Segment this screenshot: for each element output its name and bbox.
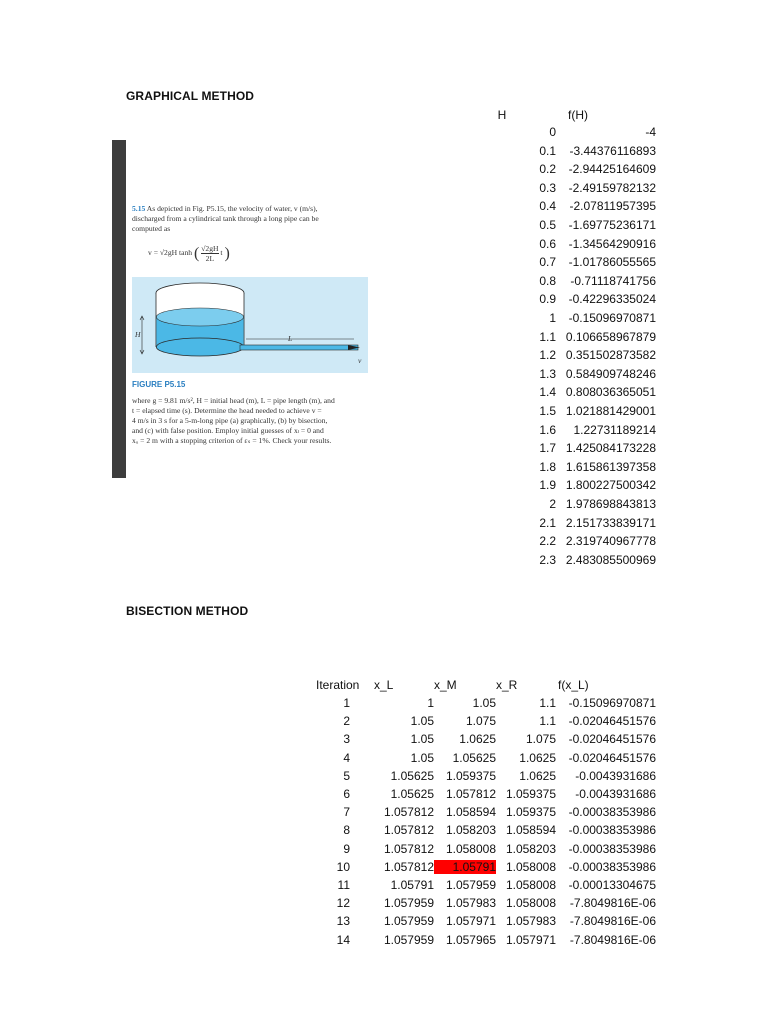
h-value: 1.8 <box>539 459 556 474</box>
bisection-method-heading: BISECTION METHOD <box>126 604 249 618</box>
fxl-value: -0.00013304675 <box>568 878 656 892</box>
xm-value: 1.05 <box>472 696 496 710</box>
iteration-value: 4 <box>343 750 350 765</box>
fh-value: 0.351502873582 <box>565 348 656 363</box>
label-length: L <box>288 334 293 343</box>
xm-value: 1.057971 <box>445 914 496 929</box>
fh-value: 1.800227500342 <box>565 478 656 493</box>
h-value: 0.9 <box>539 292 556 307</box>
fxl-value: -7.8049816E-06 <box>569 932 656 947</box>
col-header-iteration: Iteration <box>316 678 360 692</box>
xr-value: 1.059375 <box>505 805 556 820</box>
h-value: 1.5 <box>539 404 556 418</box>
fh-value: -2.94425164609 <box>568 162 656 177</box>
h-value: 0 <box>549 125 556 139</box>
h-value: 1.6 <box>539 422 556 437</box>
h-value: 2.3 <box>539 552 556 567</box>
xl-value: 1.05625 <box>390 787 434 801</box>
fh-value: -0.42296335024 <box>568 292 656 307</box>
xr-value: 1.075 <box>525 732 556 747</box>
col-header-xl: x_L <box>374 678 394 692</box>
xl-value: 1.05 <box>410 732 434 747</box>
xr-value: 1.1 <box>539 696 556 710</box>
h-value: 1 <box>549 311 556 325</box>
xm-value: 1.075 <box>465 714 496 729</box>
fh-value: -0.15096970871 <box>568 311 656 325</box>
xl-value: 1.05791 <box>390 878 434 892</box>
fxl-value: -0.00038353986 <box>568 859 656 874</box>
body-line-5: xᵤ = 2 m with a stopping criterion of εₛ = 1%. Check your results. <box>132 436 332 445</box>
fxl-value: -0.15096970871 <box>568 696 656 710</box>
figure-margin-bar <box>112 140 126 478</box>
h-value: 2.1 <box>539 515 556 530</box>
fxl-value: -0.00038353986 <box>568 805 656 820</box>
fh-value: -1.01786055565 <box>568 255 656 270</box>
problem-intro <box>132 204 368 234</box>
equation-numerator: √2gH <box>201 244 219 253</box>
fxl-value: -0.00038353986 <box>568 841 656 856</box>
problem-number: 5.15 <box>132 204 146 213</box>
xl-value: 1.057959 <box>383 932 434 947</box>
xm-value: 1.057965 <box>445 932 496 947</box>
fh-value: 2.319740967778 <box>565 534 656 549</box>
fh-value: -3.44376116893 <box>569 143 656 158</box>
col-header-fh: f(H) <box>568 108 588 122</box>
iteration-value: 1 <box>343 696 350 710</box>
iteration-value: 9 <box>343 841 350 856</box>
label-head: H <box>135 330 141 339</box>
equation-t: t <box>220 248 223 257</box>
body-line-4: and (c) with false position. Employ initial guesses of xₗ = 0 and <box>132 426 324 435</box>
body-line-3: 4 m/s in 3 s for a 5-m-long pipe (a) graphically, (b) by bisection, <box>132 416 328 425</box>
h-value: 0.2 <box>539 162 556 177</box>
iteration-value: 6 <box>343 787 350 801</box>
h-value: 0.1 <box>539 143 556 158</box>
fxl-value: -0.02046451576 <box>568 714 656 729</box>
fxl-value: -0.00038353986 <box>568 823 656 838</box>
fh-value: 1.615861397358 <box>565 459 656 474</box>
xr-value: 1.058203 <box>505 841 556 856</box>
col-header-fxl: f(x_L) <box>558 678 589 692</box>
h-value: 0.3 <box>539 180 556 195</box>
xm-value: 1.05625 <box>452 750 496 765</box>
xr-value: 1.058008 <box>505 859 556 874</box>
fh-value: 1.425084173228 <box>565 441 656 456</box>
xl-value: 1 <box>427 696 434 710</box>
h-value: 1.7 <box>539 441 556 456</box>
xm-value: 1.057812 <box>445 787 496 801</box>
graphical-method-heading: GRAPHICAL METHOD <box>126 89 255 103</box>
intro-line-1: As depicted in Fig. P5.15, the velocity of water, v (m/s), <box>146 204 318 213</box>
fh-value: 2.483085500969 <box>565 552 656 567</box>
h-value: 0.5 <box>539 218 556 232</box>
h-value: 2.2 <box>539 534 556 549</box>
intro-line-3: computed as <box>132 224 171 233</box>
col-header-xm: x_M <box>434 678 457 692</box>
xr-value: 1.057983 <box>505 914 556 929</box>
col-header-xr: x_R <box>496 678 518 692</box>
xl-value: 1.057812 <box>383 805 434 820</box>
body-line-2: t = elapsed time (s). Determine the head needed to achieve v = <box>132 406 322 415</box>
fh-value: 1.22731189214 <box>573 422 656 437</box>
h-value: 1.1 <box>539 329 556 344</box>
iteration-value: 11 <box>337 878 350 892</box>
fh-value: -1.69775236171 <box>568 218 656 232</box>
fh-value: 1.021881429001 <box>565 404 656 418</box>
equation-lhs: v = √2gH tanh <box>148 248 193 257</box>
xr-value: 1.0625 <box>519 768 556 783</box>
equation-denominator: 2L <box>205 254 215 263</box>
fh-value: 0.808036365051 <box>565 385 656 400</box>
xl-value: 1.057812 <box>383 823 434 838</box>
label-velocity: v <box>358 356 362 365</box>
fxl-value: -7.8049816E-06 <box>569 914 656 929</box>
xm-value: 1.057983 <box>445 896 496 911</box>
xr-value: 1.0625 <box>519 750 556 765</box>
xr-value: 1.058008 <box>505 878 556 892</box>
xl-value: 1.05 <box>410 750 434 765</box>
xm-value: 1.058594 <box>445 805 496 820</box>
h-value: 2 <box>549 497 556 511</box>
fh-value: 2.151733839171 <box>565 515 656 530</box>
fxl-value: -0.02046451576 <box>568 732 656 747</box>
problem-body <box>132 396 368 446</box>
iteration-value: 2 <box>343 714 350 729</box>
tank-diagram <box>132 277 368 373</box>
xm-value: 1.058008 <box>445 841 496 856</box>
fh-value: -2.07811957395 <box>569 199 656 214</box>
iteration-value: 13 <box>336 914 350 929</box>
fxl-value: -7.8049816E-06 <box>569 896 656 911</box>
velocity-equation: v = √2gH tanh ( $\frac{√2gH}{2L}$ t ) <box>148 244 230 263</box>
fh-value: 0.106658967879 <box>565 329 656 344</box>
xl-value: 1.057959 <box>383 914 434 929</box>
xl-value: 1.05 <box>410 714 434 729</box>
problem-figure <box>112 140 374 478</box>
fh-value: 1.978698843813 <box>565 497 656 511</box>
xr-value: 1.059375 <box>505 787 556 801</box>
xm-value-highlighted: 1.05791 <box>434 860 496 874</box>
xl-value: 1.057812 <box>383 859 434 874</box>
xl-value: 1.05625 <box>390 768 434 783</box>
fh-value: -2.49159782132 <box>568 180 656 195</box>
h-value: 1.2 <box>539 348 556 363</box>
xm-value: 1.058203 <box>445 823 496 838</box>
col-header-h: H <box>497 108 507 122</box>
body-line-1: where g = 9.81 m/s², H = initial head (m), L = pipe length (m), and <box>132 396 335 405</box>
iteration-value: 7 <box>343 805 350 820</box>
iteration-value: 10 <box>336 859 350 874</box>
fh-value: -0.71118741756 <box>570 273 656 288</box>
iteration-value: 14 <box>336 932 350 947</box>
fxl-value: -0.0043931686 <box>575 787 656 801</box>
iteration-value: 5 <box>343 768 350 783</box>
fxl-value: -0.0043931686 <box>575 768 656 783</box>
h-value: 0.8 <box>539 273 556 288</box>
h-value: 1.3 <box>539 366 556 381</box>
fxl-value: -0.02046451576 <box>568 750 656 765</box>
fh-value: -1.34564290916 <box>568 236 656 251</box>
h-value: 0.6 <box>539 236 556 251</box>
figure-caption: FIGURE P5.15 <box>132 380 186 389</box>
iteration-value: 8 <box>343 823 350 838</box>
xr-value: 1.1 <box>539 714 556 729</box>
fh-value: -4 <box>645 125 656 139</box>
xr-value: 1.058594 <box>505 823 556 838</box>
h-value: 0.7 <box>539 255 556 270</box>
xr-value: 1.057971 <box>505 932 556 947</box>
fh-value: 0.584909748246 <box>565 366 656 381</box>
xm-value: 1.057959 <box>445 878 496 892</box>
xm-value: 1.059375 <box>445 768 496 783</box>
xr-value: 1.058008 <box>505 896 556 911</box>
intro-line-2: discharged from a cylindrical tank through a long pipe can be <box>132 214 319 223</box>
xm-value: 1.0625 <box>459 732 496 747</box>
h-value: 0.4 <box>539 199 556 214</box>
iteration-value: 12 <box>336 896 350 911</box>
h-value: 1.9 <box>539 478 556 493</box>
xl-value: 1.057959 <box>383 896 434 911</box>
h-value: 1.4 <box>539 385 556 400</box>
iteration-value: 3 <box>343 732 350 747</box>
xl-value: 1.057812 <box>383 841 434 856</box>
